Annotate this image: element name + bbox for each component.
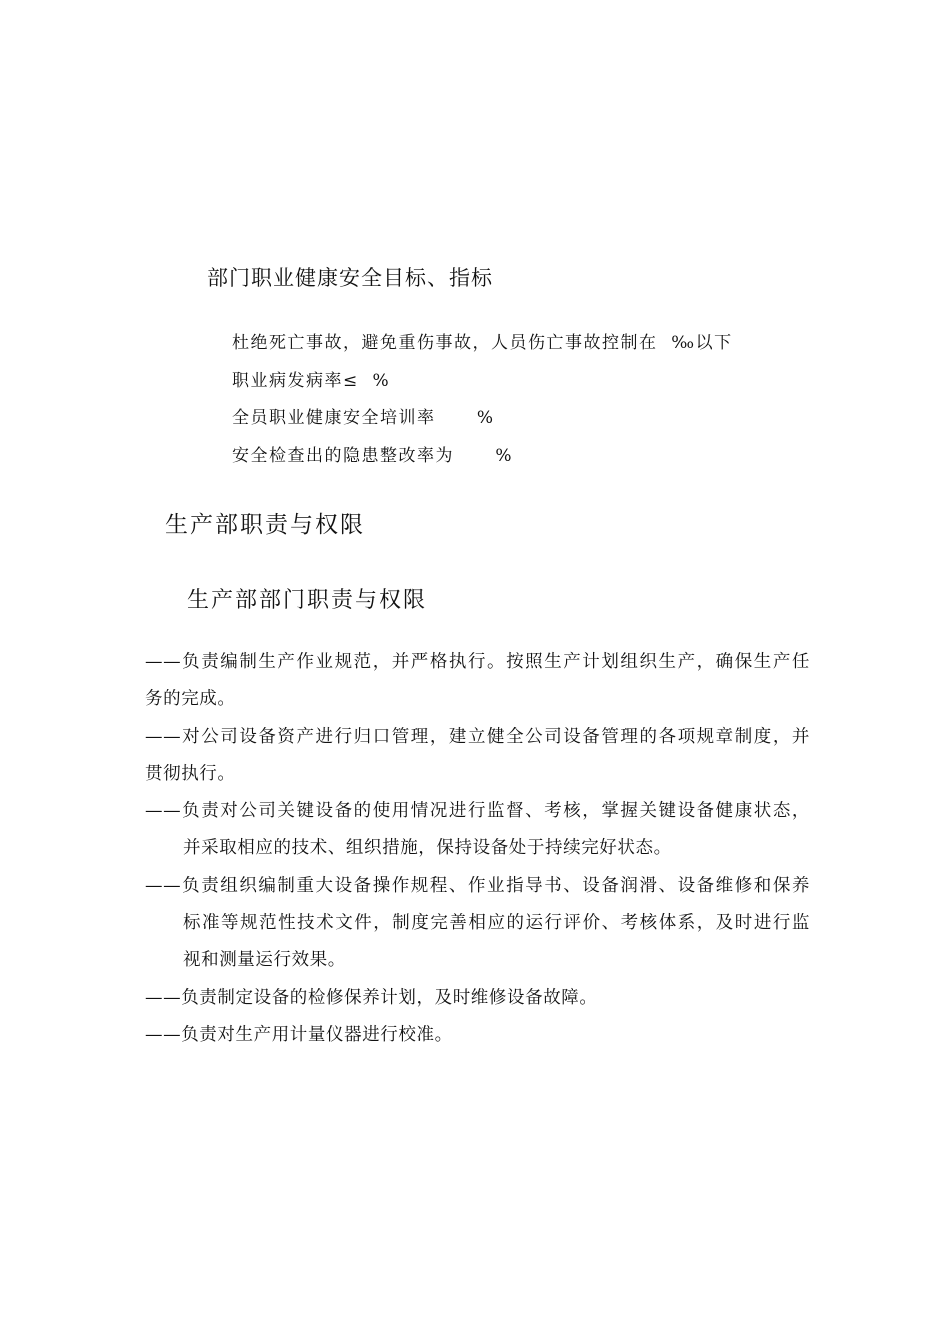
duty-line: ——负责编制生产作业规范，并严格执行。按照生产计划组织生产，确保生产任 — [145, 652, 810, 672]
duty-line: ——负责对公司关键设备的使用情况进行监督、考核，掌握关键设备健康状态， — [145, 801, 810, 822]
duty-line: ——负责对生产用计量仪器进行校准。 — [145, 1024, 453, 1045]
duties-list — [145, 644, 810, 1054]
target-item-training-rate: 全员职业健康安全培训率 % — [232, 408, 495, 428]
duty-line: 贯彻执行。 — [145, 763, 236, 784]
duty-line: ——负责制定设备的检修保养计划，及时维修设备故障。 — [145, 987, 598, 1008]
duty-line: ——对公司设备资产进行归口管理，建立健全公司设备管理的各项规章制度，并 — [145, 726, 810, 747]
duty-line: 标准等规范性技术文件，制度完善相应的运行评价、考核体系，及时进行监 — [183, 913, 810, 934]
targets-heading: 部门职业健康安全目标、指标 — [207, 266, 493, 290]
production-heading: 生产部职责与权限 — [165, 512, 365, 538]
duty-line: 并采取相应的技术、组织措施，保持设备处于持续完好状态。 — [183, 838, 672, 859]
target-item-rectification-rate: 安全检查出的隐患整改率为 % — [232, 445, 514, 466]
targets-list — [232, 328, 733, 478]
duty-line: 务的完成。 — [145, 689, 236, 710]
target-item-occupational-disease: 职业病发病率≤ % — [232, 370, 391, 391]
duty-line: ——负责组织编制重大设备操作规程、作业指导书、设备润滑、设备维修和保养 — [145, 875, 810, 896]
duty-line: 视和测量运行效果。 — [183, 950, 346, 971]
target-item-fatality: 杜绝死亡事故，避免重伤事故，人员伤亡事故控制在 ‰以下 — [232, 333, 733, 353]
production-subheading: 生产部部门职责与权限 — [187, 588, 428, 613]
